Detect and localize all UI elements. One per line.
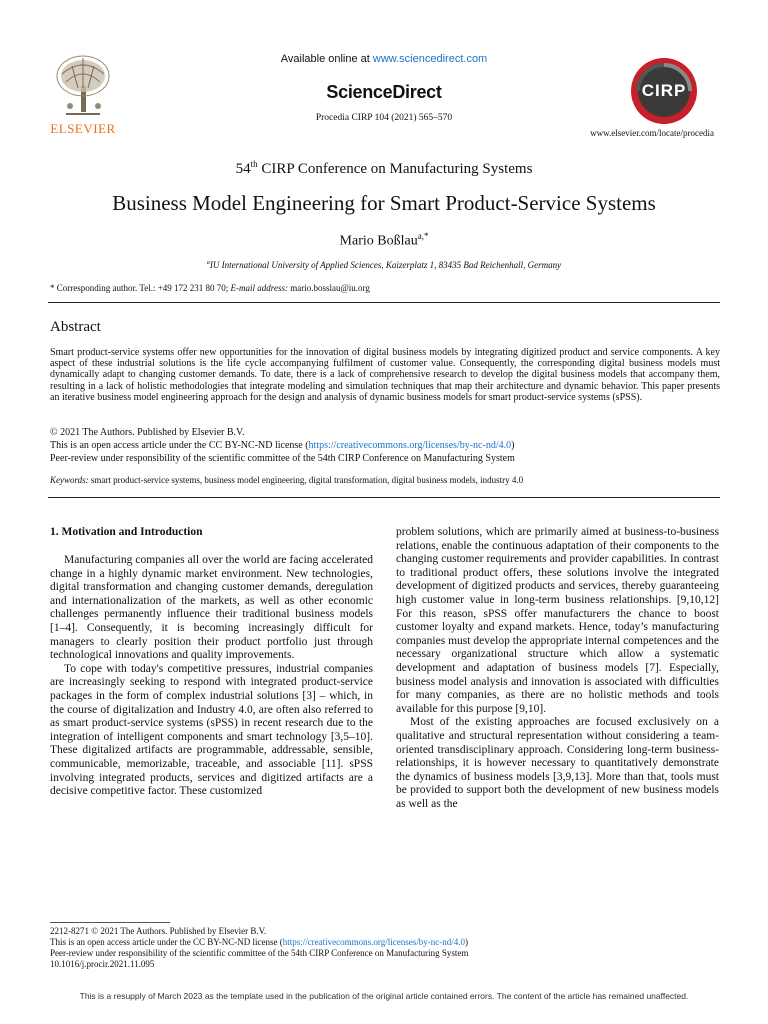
abstract-peer-review: Peer-review under responsibility of the scientific committee of the 54th CIRP Conference on Manufacturing System bbox=[50, 453, 515, 464]
journal-homepage-url[interactable]: www.elsevier.com/locate/procedia bbox=[590, 128, 714, 138]
header-rule bbox=[48, 302, 720, 303]
journal-citation: Procedia CIRP 104 (2021) 565–570 bbox=[315, 113, 453, 123]
corresponding-prefix: * Corresponding author. Tel.: +49 172 231 80 70; bbox=[50, 283, 231, 293]
abstract-license-link[interactable]: https://creativecommons.org/licenses/by-nc-nd/4.0 bbox=[308, 440, 512, 451]
footer-rule bbox=[50, 922, 170, 923]
sciencedirect-link[interactable]: www.sciencedirect.com bbox=[372, 53, 488, 65]
keywords bbox=[50, 475, 523, 485]
corresponding-author bbox=[50, 283, 370, 293]
footer-license-suffix: ) bbox=[464, 937, 468, 947]
footer-issn: 2212-8271 © 2021 The Authors. Published by Elsevier B.V. bbox=[50, 926, 267, 936]
conference-ordinal: th bbox=[250, 159, 258, 169]
abstract-license bbox=[50, 440, 514, 451]
left-paragraph-1: Manufacturing companies all over the world are facing accelerated change in a highly dynamic market environment. New technologies, digital transformation and changing customer demands, deregulation and internationalization of the markets, as well as other economic challenges permanently influence their traditional business models [1–4]. Consequently, it is becoming increasingly difficult for managers to clearly position their product portfolio just through technological innovations and quality improvements. bbox=[50, 554, 373, 662]
conference-rest: CIRP Conference on Manufacturing Systems bbox=[257, 161, 533, 177]
abstract-heading: Abstract bbox=[50, 319, 101, 335]
affiliation-mark: a bbox=[206, 260, 210, 266]
author-name: Mario Boßlau bbox=[339, 233, 418, 249]
cirp-logo bbox=[626, 55, 702, 127]
keywords-text: smart product-service systems, business model engineering, digital transformation, digital business models, industry 4.0 bbox=[88, 475, 524, 485]
section-heading: 1. Motivation and Introduction bbox=[50, 526, 203, 538]
abstract-license-prefix: This is an open access article under the CC BY-NC-ND license ( bbox=[50, 440, 309, 451]
footer bbox=[50, 926, 720, 970]
paper-title: Business Model Engineering for Smart Product-Service Systems bbox=[112, 191, 656, 215]
author-affiliation-mark: a,* bbox=[417, 231, 429, 241]
footer-license-prefix: This is an open access article under the CC BY-NC-ND license ( bbox=[50, 937, 283, 947]
right-column bbox=[396, 526, 719, 811]
resupply-note: This is a resupply of March 2023 as the template used in the publication of the original article contained errors. The content of the article has remained unaffected. bbox=[79, 991, 689, 1001]
footer-peer-review: Peer-review under responsibility of the scientific committee of the 54th CIRP Conference on Manufacturing System bbox=[50, 948, 469, 958]
sciencedirect-brand: ScienceDirect bbox=[326, 82, 442, 102]
abstract-body: Smart product-service systems offer new opportunities for the innovation of digital business models by integrating digitized product and service components. A key aspect of these industrial solutions is the life cycle accompanying fulfilment of customer value. Consequently, the corresponding digital business models must dynamically adapt to changing customer demands. To date, there is a lack of comprehensive research to develop the digital business models that accompany them, resulting in a lack of holistic methodologies that integrate modeling and simulation techniques that map their architecture and dynamic behavior. This paper presents an iterative business model engineering approach for the design and analysis of dynamic business models for smart product-service systems (sPSS). bbox=[50, 347, 720, 403]
right-paragraph-1: problem solutions, which are primarily aimed at business-to-business relations, enable the continuous adaptation of their components to the changing customer requirements and provider capabilities. In contrast to traditional product offers, these solutions involve the integrated development of digitized products and services, thereby guaranteeing high customer value in long-term business relationships. [9,10,12] For this reason, sPSS offer manufacturers the chance to boost customer loyalty and expand markets. Hence, today’s manufacturing companies must develop the appropriate internal competences and the necessary organizational structure which allow a systematic development and adaptation of business models [7]. Especially, business model analysis and innovation is associated with difficulties for many companies, as there are no holistic methods and tools available for this purpose [9,10]. bbox=[396, 526, 719, 715]
available-online-prefix: Available online at bbox=[280, 53, 373, 65]
affiliation bbox=[0, 260, 768, 270]
abstract-rule bbox=[48, 497, 720, 498]
right-paragraph-2: Most of the existing approaches are focused exclusively on a qualitative and structural representation without considering a team-oriented transdisciplinary approach. Considering long-term business-relationships, it is however necessary to quantitatively demonstrate the dynamics of business models [3,9,13]. More than that, tools must be provided to support both the development of new business models as well as the bbox=[396, 716, 719, 810]
footer-doi[interactable]: 10.1016/j.procir.2021.11.095 bbox=[50, 959, 155, 969]
left-column bbox=[50, 554, 373, 799]
affiliation-text: IU International University of Applied Sciences, Kaizerplatz 1, 83435 Bad Reichenhall, Germany bbox=[209, 260, 562, 270]
cirp-logo-text: CIRP bbox=[641, 81, 687, 100]
abstract-license-suffix: ) bbox=[511, 440, 515, 451]
keywords-label: Keywords: bbox=[50, 475, 89, 485]
elsevier-wordmark: ELSEVIER bbox=[50, 121, 116, 136]
left-paragraph-2: To cope with today's competitive pressures, industrial companies are increasingly seeking to respond with integrated product-service packages in the form of complex industrial solutions [3] – which, in the course of digitalization and Industry 4.0, are often also referred to as smart product-service systems (sPSS) in recent research due to the integration of intelligent components and smart technology [3,5–10]. These digitalized artifacts are programmable, addressable, sensible, communicable, memorizable, traceable, and associable [11]. sPSS involving integrated products, services and digitized artifacts are a decisive competitive factor. These customized bbox=[50, 662, 373, 798]
conference-number: 54 bbox=[235, 161, 251, 177]
footer-license bbox=[50, 937, 720, 948]
conference-name bbox=[0, 159, 768, 178]
email-address[interactable]: mario.bosslau@iu.org bbox=[287, 283, 370, 293]
email-label: E-mail address: bbox=[230, 283, 288, 293]
abstract-copyright: © 2021 The Authors. Published by Elsevier B.V. bbox=[50, 427, 245, 438]
author bbox=[0, 231, 768, 250]
footer-license-link[interactable]: https://creativecommons.org/licenses/by-nc-nd/4.0 bbox=[282, 937, 465, 947]
